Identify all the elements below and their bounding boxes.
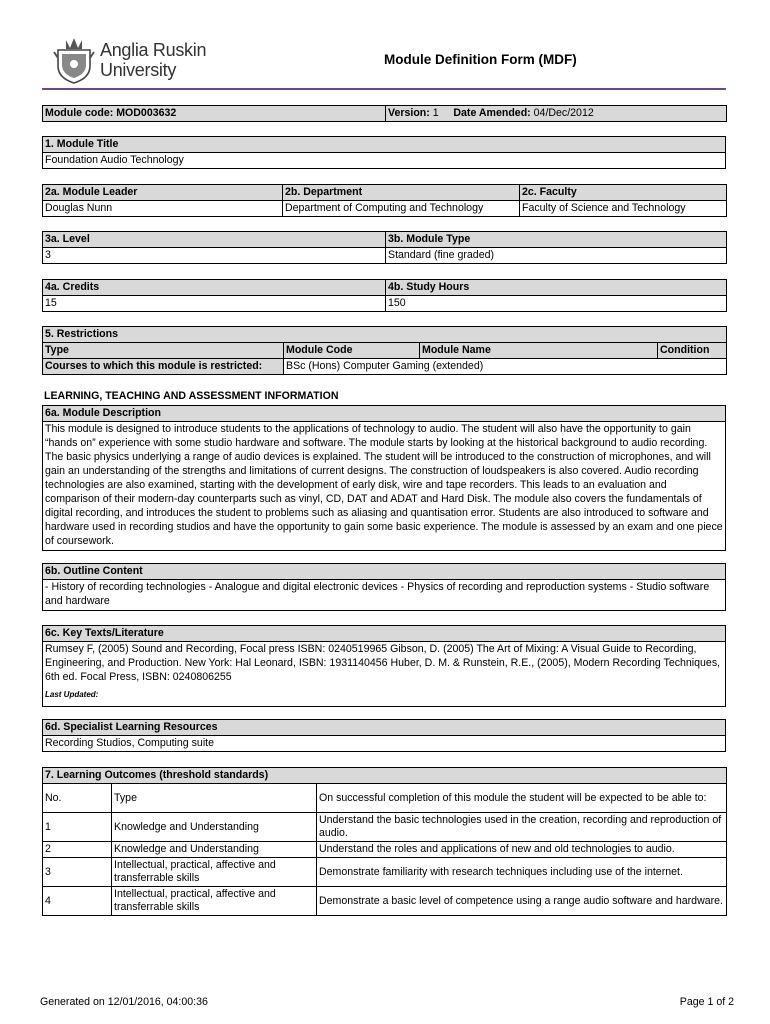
level-value: 3 (43, 248, 386, 264)
outcomes-col-outcome: On successful completion of this module the student will be expected to be able to: (317, 784, 727, 813)
faculty-label: 2c. Faculty (520, 185, 727, 201)
outcome-type: Knowledge and Understanding (112, 842, 317, 858)
study-hours-label: 4b. Study Hours (386, 280, 727, 296)
specialist-resources-table (42, 719, 726, 752)
leader-department-table (42, 184, 726, 217)
outcomes-col-no: No. (43, 784, 112, 813)
lta-heading: LEARNING, TEACHING AND ASSESSMENT INFORMATION (44, 390, 339, 402)
specialist-resources-label: 6d. Specialist Learning Resources (43, 720, 726, 736)
module-code: Module code: MOD003632 (43, 106, 386, 122)
key-texts-label: 6c. Key Texts/Literature (43, 626, 726, 642)
faculty-value: Faculty of Science and Technology (520, 201, 727, 217)
learning-outcomes-table (42, 767, 726, 916)
date-amended-value: 04/Dec/2012 (533, 107, 594, 119)
key-texts-block (42, 625, 726, 707)
crest-icon (52, 36, 96, 84)
specialist-resources-value: Recording Studios, Computing suite (43, 736, 726, 752)
last-updated-label: Last Updated: (45, 690, 99, 699)
outcome-row (43, 858, 727, 887)
outcome-row (43, 842, 727, 858)
outline-content-label: 6b. Outline Content (43, 564, 726, 580)
module-type-value: Standard (fine graded) (386, 248, 727, 264)
version-date-cell (386, 106, 727, 122)
outcome-no: 2 (43, 842, 112, 858)
outcome-no: 1 (43, 813, 112, 842)
generated-timestamp: Generated on 12/01/2016, 04:00:36 (40, 996, 208, 1008)
credits-label: 4a. Credits (43, 280, 386, 296)
module-title-label: 1. Module Title (43, 137, 726, 153)
module-meta-table (42, 105, 726, 122)
module-title-table (42, 136, 726, 169)
department-value: Department of Computing and Technology (283, 201, 520, 217)
page-number: Page 1 of 2 (679, 996, 734, 1008)
study-hours-value: 150 (386, 296, 727, 312)
outcome-type: Intellectual, practical, affective and transferrable skills (112, 858, 317, 887)
restrictions-table (42, 326, 726, 375)
outcome-type: Knowledge and Understanding (112, 813, 317, 842)
module-description-block (42, 405, 726, 551)
restrictions-row-code: BSc (Hons) Computer Gaming (extended) (284, 359, 727, 375)
module-description-label: 6a. Module Description (43, 406, 726, 422)
restrictions-label: 5. Restrictions (43, 327, 727, 343)
learning-outcomes-label: 7. Learning Outcomes (threshold standards) (43, 768, 727, 784)
credits-hours-table (42, 279, 726, 312)
outline-content-text: - History of recording technologies - Analogue and digital electronic devices - Physics of recording and reproduction systems - Studio software and hardware (42, 580, 726, 611)
restrictions-col-type: Type (43, 343, 284, 359)
outcome-text: Understand the roles and applications of new and old technologies to audio. (317, 842, 727, 858)
logo-text-line2: University (100, 60, 177, 80)
department-label: 2b. Department (283, 185, 520, 201)
version-value: 1 (432, 107, 439, 119)
outcome-text: Understand the basic technologies used in the creation, recording and reproduction of audio. (317, 813, 727, 842)
level-label: 3a. Level (43, 232, 386, 248)
outcome-text: Demonstrate familiarity with research techniques including use of the internet. (317, 858, 727, 887)
module-title-value: Foundation Audio Technology (43, 153, 726, 169)
outcome-no: 4 (43, 887, 112, 916)
credits-value: 15 (43, 296, 386, 312)
logo-text-line1: Anglia Ruskin (100, 40, 207, 60)
restrictions-col-name: Module Name (420, 343, 658, 359)
level-type-table (42, 231, 726, 264)
outcome-row (43, 813, 727, 842)
outline-content-block (42, 563, 726, 611)
version-label: Version: (388, 107, 430, 119)
restrictions-col-condition: Condition (658, 343, 727, 359)
form-title: Module Definition Form (MDF) (384, 52, 577, 67)
key-texts-body (42, 642, 726, 707)
restrictions-col-code: Module Code (284, 343, 420, 359)
module-leader-value: Douglas Nunn (43, 201, 283, 217)
outcomes-col-type: Type (112, 784, 317, 813)
outcome-type: Intellectual, practical, affective and transferrable skills (112, 887, 317, 916)
module-type-label: 3b. Module Type (386, 232, 727, 248)
restrictions-row-label: Courses to which this module is restricted: (43, 359, 284, 375)
date-amended-label: Date Amended: (453, 107, 531, 119)
module-description-text: This module is designed to introduce students to the applications of technology to audio. The student will also have the opportunity to gain “hands on” experience with some studio hardware and software. The module starts by looking at the historical background to audio recording. The basic physics underlying a range of audio devices is explained. The student will be introduced to the construction of microphones, and will gain an understanding of the strengths and limitations of current designs. The construction of loudspeakers is also covered. Audio recording technologies are also examined, starting with the development of early disk, wire and tape recorders. This leads to an evaluation and comparison of their modern-day counterparts such as vinyl, CD, DAT and ADAT and Hard Disk. The module also covers the fundamentals of digital recording, and introduces the student to problems such as aliasing and quantisation error. Students are also introduced to software and hardware used in recording studios and have the opportunity to gain some basic experience. The module is assessed by an exam and one piece of coursework. (42, 422, 726, 551)
outcome-row (43, 887, 727, 916)
header-divider (42, 88, 726, 90)
outcome-no: 3 (43, 858, 112, 887)
key-texts-text: Rumsey F, (2005) Sound and Recording, Focal press ISBN: 0240519965 Gibson, D. (2005) The Art of Mixing: A Visual Guide to Recording, Engineering, and Production. New York: Hal Leonard, ISBN: 1931140456 Huber, D. M. & Runstein, R.E., (2005), Modern Recording Techniques, 6th ed. Focal Press, ISBN: 0240806255 (45, 643, 721, 683)
outcome-text: Demonstrate a basic level of competence using a range audio software and hardware. (317, 887, 727, 916)
module-leader-label: 2a. Module Leader (43, 185, 283, 201)
university-logo (52, 36, 212, 84)
